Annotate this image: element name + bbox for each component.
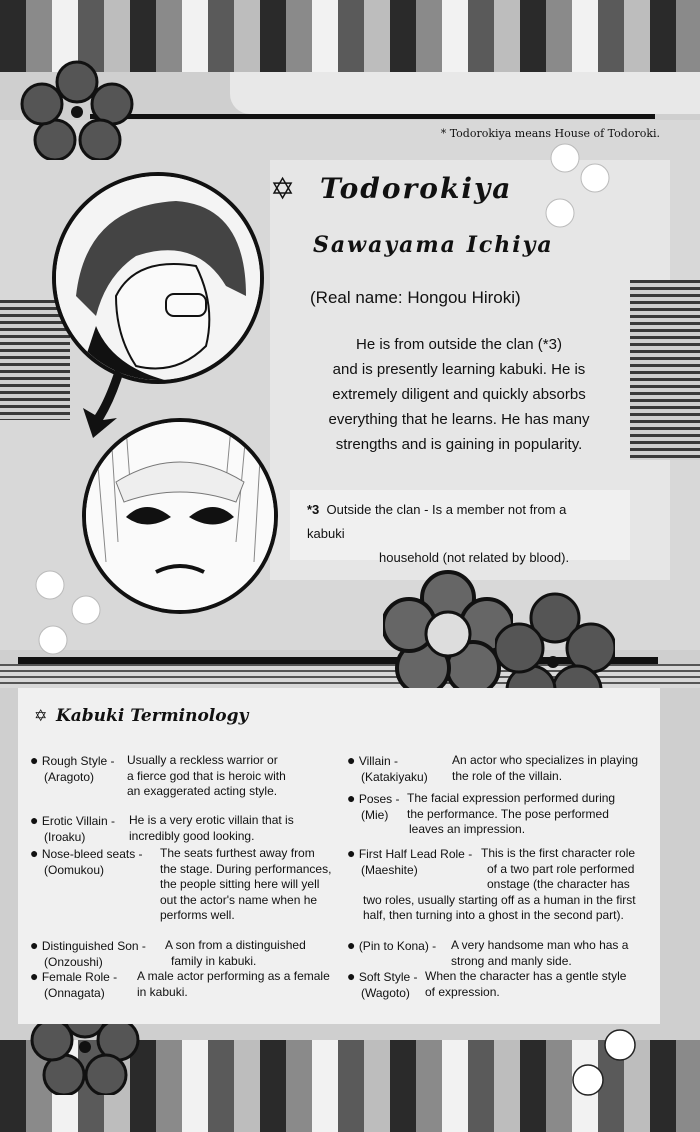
term-entry xyxy=(30,753,330,800)
term-name: Rough Style - xyxy=(41,754,115,768)
white-flower-icon xyxy=(560,1020,650,1110)
bio-line: everything that he learns. He has many xyxy=(328,411,590,428)
terminology-title: Kabuki Terminology xyxy=(56,706,249,726)
bullet-icon: ● xyxy=(30,845,39,861)
term-line: When the character has a gentle style xyxy=(425,969,627,983)
bullet-icon: ● xyxy=(347,937,356,953)
term-line: the people sitting here will yell xyxy=(160,877,320,891)
term-line: The seats furthest away from xyxy=(160,846,315,860)
bullet-icon: ● xyxy=(347,968,356,984)
term-line: of a two part role performed xyxy=(487,861,635,876)
transform-arrow-icon xyxy=(75,370,135,440)
term-line: A male actor performing as a female xyxy=(137,969,330,983)
term-reading: (Onzoushi) xyxy=(44,954,103,969)
term-entry xyxy=(30,846,350,924)
term-reading: (Katakiyaku) xyxy=(361,769,428,784)
term-reading: (Maeshite) xyxy=(361,862,418,877)
term-line: the performance. The pose performed xyxy=(407,806,609,821)
term-entry xyxy=(347,969,657,1001)
term-entry xyxy=(30,813,340,845)
right-band xyxy=(630,280,700,460)
term-line: The facial expression performed during xyxy=(407,791,616,805)
term-name: (Pin to Kona) - xyxy=(358,939,437,953)
term-entry xyxy=(347,753,657,785)
term-name: Female Role - xyxy=(41,970,118,984)
term-line: strong and manly side. xyxy=(451,953,572,968)
bio-text xyxy=(284,332,634,457)
term-name: Distinguished Son - xyxy=(41,939,146,953)
term-line: A very handsome man who has a xyxy=(451,938,629,952)
term-entry xyxy=(347,791,657,838)
term-reading: (Onnagata) xyxy=(44,985,105,1000)
actor-name: Sawayama Ichiya xyxy=(313,232,554,258)
translation-note: * Todorokiya means House of Todoroki. xyxy=(440,127,660,140)
term-name: Nose-bleed seats - xyxy=(41,847,143,861)
footnote-line: household (not related by blood). xyxy=(379,550,570,565)
portrait-circle-plain xyxy=(52,172,264,384)
term-entry xyxy=(347,846,657,924)
term-line: an exaggerated acting style. xyxy=(127,784,278,798)
bio-line: strengths and is gaining in popularity. xyxy=(335,436,583,453)
bullet-icon: ● xyxy=(347,790,356,806)
term-reading: (Iroaku) xyxy=(44,829,86,844)
star-emblem-icon: ✡ xyxy=(34,708,48,725)
term-line: An actor who specializes in playing xyxy=(452,753,639,767)
real-name: (Real name: Hongou Hiroki) xyxy=(310,288,521,307)
term-entry xyxy=(347,938,657,969)
term-line: Usually a reckless warrior or xyxy=(127,753,278,767)
top-rule xyxy=(90,114,655,119)
bio-line: and is presently learning kabuki. He is xyxy=(332,361,586,378)
footnote-line: Outside the clan - Is a member not from a kabuki xyxy=(307,502,567,541)
term-name: First Half Lead Role - xyxy=(358,847,473,861)
term-name: Erotic Villain - xyxy=(41,814,115,828)
kabuki-face-icon xyxy=(86,422,274,610)
term-line: in kabuki. xyxy=(137,984,188,999)
term-name: Soft Style - xyxy=(358,970,418,984)
bio-line: extremely diligent and quickly absorbs xyxy=(332,386,586,403)
house-title: Todorokiya xyxy=(320,172,513,205)
term-reading: (Oomukou) xyxy=(44,862,105,877)
portrait-circle-kabuki xyxy=(82,418,278,614)
term-reading: (Mie) xyxy=(361,807,389,822)
bullet-icon: ● xyxy=(30,968,39,984)
bio-line: He is from outside the clan (*3) xyxy=(356,336,562,353)
bullet-icon: ● xyxy=(347,845,356,861)
term-entry xyxy=(30,938,340,970)
term-line: This is the first character role xyxy=(481,846,636,860)
bullet-icon: ● xyxy=(347,752,356,768)
bullet-icon: ● xyxy=(30,752,39,768)
portrait-icon xyxy=(56,176,260,380)
term-line: performs well. xyxy=(160,908,235,922)
star-emblem-icon: ✡ xyxy=(270,173,296,206)
term-line: of expression. xyxy=(425,984,500,999)
term-line: incredibly good looking. xyxy=(129,828,255,843)
term-name: Villain - xyxy=(358,754,398,768)
term-reading: (Aragoto) xyxy=(44,769,95,784)
footnote-mark: *3 xyxy=(307,502,320,517)
term-reading: (Wagoto) xyxy=(361,985,410,1000)
term-line: out the actor's name when he xyxy=(160,892,318,907)
term-line: the role of the villain. xyxy=(452,768,563,783)
term-line: leaves an impression. xyxy=(409,822,526,836)
bullet-icon: ● xyxy=(30,937,39,953)
term-line: A son from a distinguished xyxy=(165,938,306,952)
term-line: He is a very erotic villain that is xyxy=(129,813,294,827)
bullet-icon: ● xyxy=(30,812,39,828)
footnote xyxy=(307,498,607,570)
large-flower-icon xyxy=(383,570,513,695)
flower-icon xyxy=(15,60,140,160)
term-line: two roles, usually starting off as a human in the first xyxy=(363,892,636,907)
term-name: Poses - xyxy=(358,792,400,806)
white-flower-icon xyxy=(535,138,625,238)
top-cloud-panel xyxy=(230,72,700,114)
term-entry xyxy=(30,969,350,1001)
term-line: family in kabuki. xyxy=(171,953,257,968)
term-line: the stage. During performances, xyxy=(160,861,332,876)
term-line: half, then turning into a ghost in the second part). xyxy=(363,908,624,922)
term-line: a fierce god that is heroic with xyxy=(127,768,286,783)
term-line: onstage (the character has xyxy=(487,877,630,891)
